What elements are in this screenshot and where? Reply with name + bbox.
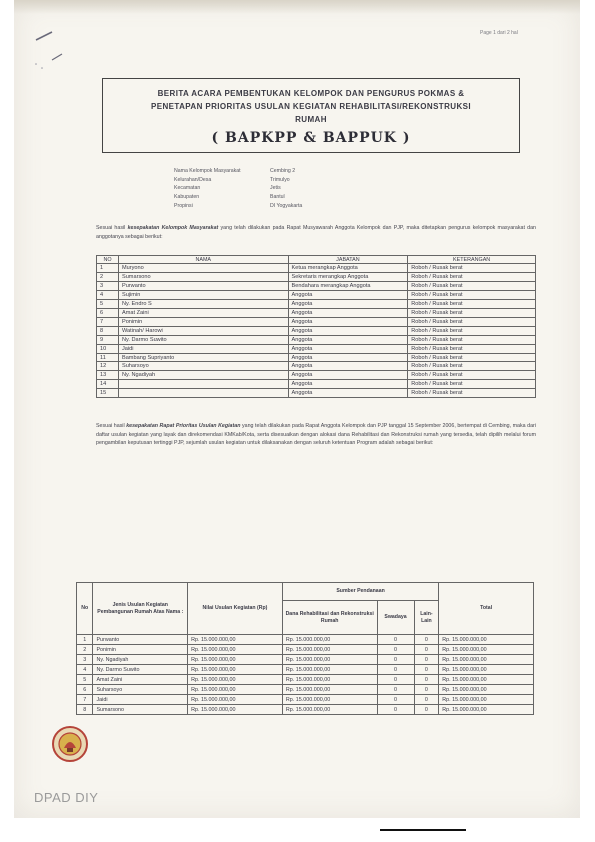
cell-no: 3 <box>77 655 93 665</box>
cell-nilai: Rp. 15.000.000,00 <box>188 635 283 645</box>
scan-top-shadow <box>14 0 580 14</box>
cell-nama: Sujimin <box>118 290 288 299</box>
cell-jabatan: Anggota <box>288 317 408 326</box>
cell-lain: 0 <box>414 645 439 655</box>
cell-dana: Rp. 15.000.000,00 <box>282 645 377 655</box>
scribble-marks <box>28 24 108 84</box>
table-row <box>97 371 536 380</box>
para2-pre: Sesuai hasil <box>96 423 127 430</box>
cell-nilai: Rp. 15.000.000,00 <box>188 675 283 685</box>
info-value: DI Yogyakarta <box>270 202 303 209</box>
cell-dana: Rp. 15.000.000,00 <box>282 655 377 665</box>
cell-lain: 0 <box>414 665 439 675</box>
info-row <box>174 193 542 202</box>
cell-nama: Jaidi <box>118 344 288 353</box>
cell-total: Rp. 15.000.000,00 <box>439 645 534 655</box>
page-marker: Page 1 dari 2 hal <box>480 30 518 36</box>
title-line-3: RUMAH <box>295 115 327 124</box>
cell-no: 11 <box>97 353 119 362</box>
cell-no: 7 <box>77 695 93 705</box>
cell-keterangan: Roboh / Rusak berat <box>408 317 536 326</box>
cell-nilai: Rp. 15.000.000,00 <box>188 655 283 665</box>
cell-keterangan: Roboh / Rusak berat <box>408 335 536 344</box>
cell-nilai: Rp. 15.000.000,00 <box>188 665 283 675</box>
col-header-dana: Dana Rehabilitasi dan Rekonstruksi Rumah <box>282 601 377 635</box>
table-row <box>77 645 534 655</box>
cell-nama: Sumarsono <box>93 705 188 715</box>
table-row <box>77 675 534 685</box>
col-header-swadaya: Swadaya <box>377 601 414 635</box>
cell-dana: Rp. 15.000.000,00 <box>282 675 377 685</box>
cell-jabatan: Ketua merangkap Anggota <box>288 264 408 273</box>
table-row <box>97 264 536 273</box>
info-value: Bantul <box>270 194 285 201</box>
cell-lain: 0 <box>414 675 439 685</box>
document-title: ( BAPKPP & BAPPUK ) <box>211 130 411 146</box>
cell-no: 5 <box>77 675 93 685</box>
cell-keterangan: Roboh / Rusak berat <box>408 290 536 299</box>
para1-post: yang telah dilakukan pada Rapat Musyawarah Anggota Kelompok dan PJP, maka ditetapkan pengurus kelompok masyarakat dan anggotanya sebagai berikut: <box>96 224 536 240</box>
cell-dana: Rp. 15.000.000,00 <box>282 695 377 705</box>
cell-nama: Suharsoyo <box>118 362 288 371</box>
cell-jabatan: Anggota <box>288 308 408 317</box>
cell-swadaya: 0 <box>377 675 414 685</box>
group-info <box>174 167 542 210</box>
cell-keterangan: Roboh / Rusak berat <box>408 308 536 317</box>
cell-keterangan: Roboh / Rusak berat <box>408 353 536 362</box>
para1-emphasis: kesepakatan Kelompok Masyarakat <box>127 224 219 231</box>
cell-swadaya: 0 <box>377 645 414 655</box>
priority-table <box>76 582 534 715</box>
cell-keterangan: Roboh / Rusak berat <box>408 371 536 380</box>
col-header-total: Total <box>439 583 534 635</box>
col-header-no: No <box>77 583 93 635</box>
col-header-sumber: Sumber Pendanaan <box>282 583 438 601</box>
table-row <box>77 705 534 715</box>
col-header-jabatan: JABATAN <box>288 256 408 264</box>
info-value: Trimulyo <box>270 176 290 183</box>
cell-jabatan: Anggota <box>288 362 408 371</box>
cell-no: 2 <box>97 273 119 282</box>
cell-no: 1 <box>97 264 119 273</box>
cell-lain: 0 <box>414 685 439 695</box>
table-row <box>97 326 536 335</box>
info-label: Kelurahan/Desa <box>174 176 212 183</box>
cell-nama: Purwanto <box>118 282 288 291</box>
members-table <box>96 255 536 398</box>
cell-dana: Rp. 15.000.000,00 <box>282 635 377 645</box>
table-row <box>97 299 536 308</box>
cell-swadaya: 0 <box>377 705 414 715</box>
cell-no: 13 <box>97 371 119 380</box>
cell-keterangan: Roboh / Rusak berat <box>408 344 536 353</box>
title-line-2: PENETAPAN PRIORITAS USULAN KEGIATAN REHABILITASI/REKONSTRUKSI <box>151 102 471 111</box>
cell-no: 7 <box>97 317 119 326</box>
cell-keterangan: Roboh / Rusak berat <box>408 389 536 398</box>
cell-lain: 0 <box>414 695 439 705</box>
cell-swadaya: 0 <box>377 635 414 645</box>
table-row <box>97 389 536 398</box>
table-row <box>97 362 536 371</box>
cell-nama: Ponimin <box>93 645 188 655</box>
cell-total: Rp. 15.000.000,00 <box>439 665 534 675</box>
table-row <box>77 685 534 695</box>
cell-nama: Ny. Endro S <box>118 299 288 308</box>
cell-jabatan: Anggota <box>288 380 408 389</box>
priority-header-row <box>77 583 534 601</box>
cell-no: 9 <box>97 335 119 344</box>
table-row <box>97 308 536 317</box>
cell-nama <box>118 380 288 389</box>
cell-no: 4 <box>97 290 119 299</box>
cell-keterangan: Roboh / Rusak berat <box>408 282 536 291</box>
col-header-jenis: Jenis Usulan Kegiatan Pembangunan Rumah Atas Nama : <box>93 583 188 635</box>
para1-pre: Sesuai hasil <box>96 224 128 231</box>
table-row <box>97 380 536 389</box>
col-header-nilai: Nilai Usulan Kegiatan (Rp) <box>188 583 283 635</box>
table-row <box>77 635 534 645</box>
table-row <box>97 344 536 353</box>
info-value: Cembing 2 <box>270 168 296 175</box>
info-row <box>174 201 542 210</box>
cell-keterangan: Roboh / Rusak berat <box>408 362 536 371</box>
cell-nilai: Rp. 15.000.000,00 <box>188 645 283 655</box>
priority-paragraph <box>96 422 536 448</box>
cell-nama: Bambang Supriyanto <box>118 353 288 362</box>
info-row <box>174 176 542 185</box>
cell-nama: Amat Zaini <box>93 675 188 685</box>
cell-jabatan: Bendahara merangkap Anggota <box>288 282 408 291</box>
cell-nama: Ny. Ngadiyah <box>118 371 288 380</box>
cell-no: 6 <box>77 685 93 695</box>
cell-nama: Watinah/ Harowi <box>118 326 288 335</box>
bottom-rule <box>380 829 466 831</box>
para2-emphasis: kesepakatan Rapat Prioritas Usulan Kegiatan <box>126 423 241 430</box>
cell-total: Rp. 15.000.000,00 <box>439 635 534 645</box>
cell-nilai: Rp. 15.000.000,00 <box>188 695 283 705</box>
cell-lain: 0 <box>414 705 439 715</box>
cell-nilai: Rp. 15.000.000,00 <box>188 685 283 695</box>
cell-lain: 0 <box>414 635 439 645</box>
cell-jabatan: Anggota <box>288 371 408 380</box>
info-label: Kabupaten <box>174 194 200 201</box>
cell-lain: 0 <box>414 655 439 665</box>
table-row <box>97 353 536 362</box>
cell-no: 2 <box>77 645 93 655</box>
cell-total: Rp. 15.000.000,00 <box>439 655 534 665</box>
info-label: Nama Kelompok Masyarakat <box>174 168 241 175</box>
cell-jabatan: Anggota <box>288 335 408 344</box>
table-row <box>77 665 534 675</box>
info-label: Propinsi <box>174 202 193 209</box>
cell-nilai: Rp. 15.000.000,00 <box>188 705 283 715</box>
table-row <box>97 282 536 291</box>
watermark: DPAD DIY <box>34 790 99 805</box>
cell-swadaya: 0 <box>377 655 414 665</box>
cell-total: Rp. 15.000.000,00 <box>439 675 534 685</box>
table-row <box>97 317 536 326</box>
cell-nama: Purwanto <box>93 635 188 645</box>
cell-jabatan: Anggota <box>288 389 408 398</box>
cell-no: 5 <box>97 299 119 308</box>
table-row <box>97 290 536 299</box>
cell-nama <box>118 389 288 398</box>
table-row <box>97 273 536 282</box>
cell-keterangan: Roboh / Rusak berat <box>408 299 536 308</box>
cell-jabatan: Anggota <box>288 353 408 362</box>
cell-total: Rp. 15.000.000,00 <box>439 695 534 705</box>
col-header-nama: NAMA <box>118 256 288 264</box>
cell-no: 15 <box>97 389 119 398</box>
cell-no: 12 <box>97 362 119 371</box>
cell-swadaya: 0 <box>377 685 414 695</box>
info-row <box>174 184 542 193</box>
cell-no: 1 <box>77 635 93 645</box>
cell-nama: Ny. Darmo Suwito <box>118 335 288 344</box>
cell-nama: Ny. Ngadiyah <box>93 655 188 665</box>
cell-no: 10 <box>97 344 119 353</box>
cell-jabatan: Anggota <box>288 299 408 308</box>
cell-no: 8 <box>77 705 93 715</box>
cell-no: 3 <box>97 282 119 291</box>
cell-dana: Rp. 15.000.000,00 <box>282 665 377 675</box>
cell-dana: Rp. 15.000.000,00 <box>282 705 377 715</box>
cell-keterangan: Roboh / Rusak berat <box>408 326 536 335</box>
cell-no: 4 <box>77 665 93 675</box>
cell-no: 14 <box>97 380 119 389</box>
cell-jabatan: Anggota <box>288 344 408 353</box>
document-body <box>96 78 542 448</box>
cell-nama: Sumarsono <box>118 273 288 282</box>
cell-dana: Rp. 15.000.000,00 <box>282 685 377 695</box>
table-row <box>77 695 534 705</box>
cell-keterangan: Roboh / Rusak berat <box>408 380 536 389</box>
cell-nama: Suharsoyo <box>93 685 188 695</box>
title-box <box>102 78 520 153</box>
para2-post: yang telah dilakukan pada Rapat Anggota Kelompok dan PJP tanggal 15 September 2006, bertempat di Cembing, maka dari daftar usulan kegiatan yang layak dan direkomendasi KMKab/Kota, serta disesuaikan dengan alokasi dana Rehabilitasi dan Rekonstruksi rumah yang tersedia, telah dipilih melalui forum pengambilan keputusan tertinggi PJP, sejumlah usulan kegiatan untuk dilaksanakan dengan seluruh ketentuan Program adalah sebagai berikut: <box>96 423 536 447</box>
cell-no: 8 <box>97 326 119 335</box>
cell-jabatan: Sekretaris merangkap Anggota <box>288 273 408 282</box>
cell-nama: Ponimin <box>118 317 288 326</box>
cell-keterangan: Roboh / Rusak berat <box>408 273 536 282</box>
cell-jabatan: Anggota <box>288 290 408 299</box>
cell-swadaya: 0 <box>377 665 414 675</box>
table-row <box>77 655 534 665</box>
table-row <box>97 335 536 344</box>
members-header-row <box>97 256 536 264</box>
col-header-lain: Lain-Lain <box>414 601 439 635</box>
cell-keterangan: Roboh / Rusak berat <box>408 264 536 273</box>
cell-swadaya: 0 <box>377 695 414 705</box>
title-line-1: BERITA ACARA PEMBENTUKAN KELOMPOK DAN PENGURUS POKMAS & <box>157 89 465 98</box>
cell-nama: Amat Zaini <box>118 308 288 317</box>
cell-jabatan: Anggota <box>288 326 408 335</box>
cell-total: Rp. 15.000.000,00 <box>439 685 534 695</box>
intro-paragraph <box>96 224 536 241</box>
col-header-keterangan: KETERANGAN <box>408 256 536 264</box>
cell-nama: Muryono <box>118 264 288 273</box>
info-value: Jetis <box>270 185 281 192</box>
cell-nama: Ny. Darmo Suwito <box>93 665 188 675</box>
cell-nama: Jaidi <box>93 695 188 705</box>
official-seal-icon <box>50 724 90 764</box>
cell-no: 6 <box>97 308 119 317</box>
info-row <box>174 167 542 176</box>
info-label: Kecamatan <box>174 185 201 192</box>
col-header-no: NO <box>97 256 119 264</box>
cell-total: Rp. 15.000.000,00 <box>439 705 534 715</box>
